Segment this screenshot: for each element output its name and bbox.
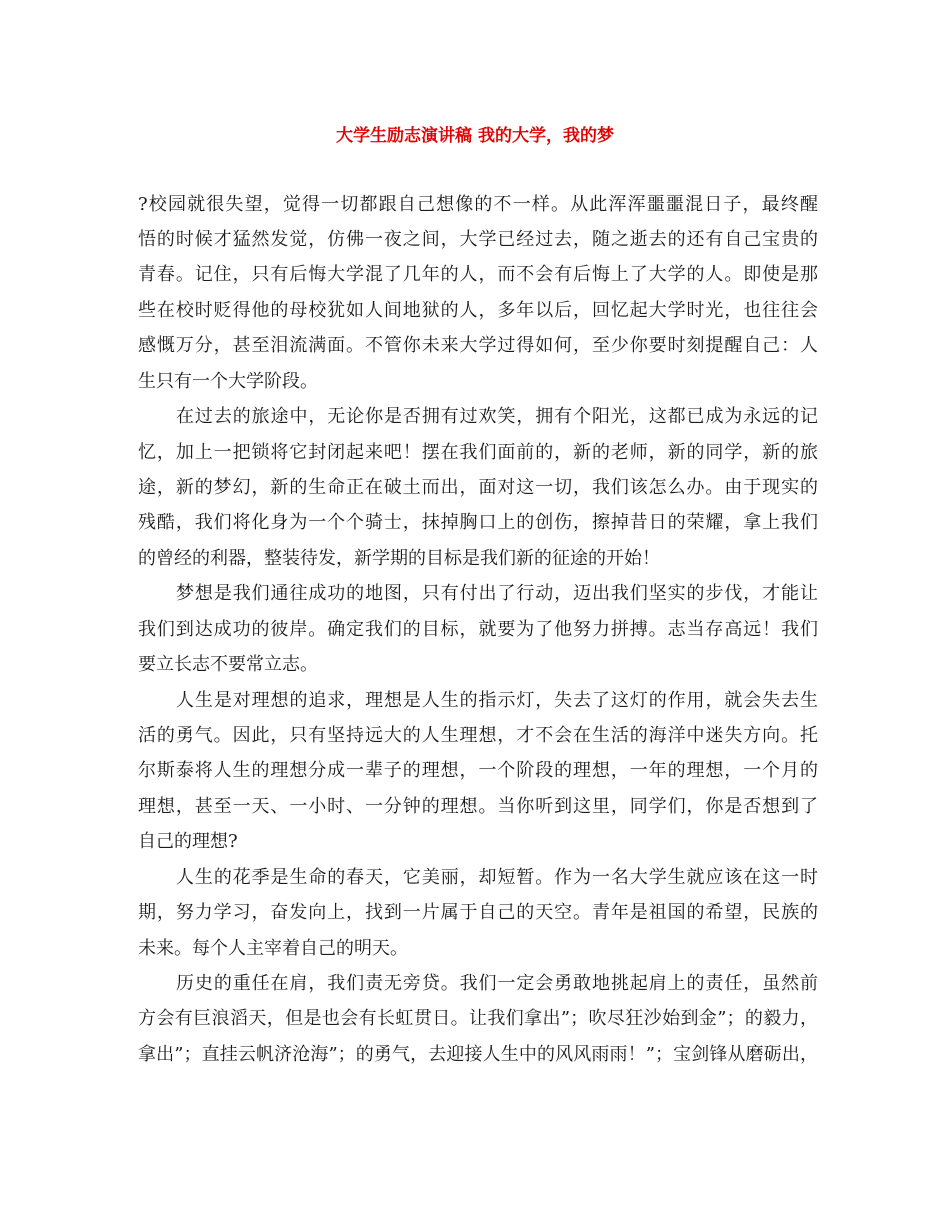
text-line: 的曾经的利器，整装待发，新学期的目标是我们新的征途的开始！ bbox=[138, 548, 660, 569]
text-line: 在过去的旅途中，无论你是否拥有过欢笑，拥有个阳光，这都已成为永远的记 bbox=[176, 406, 818, 427]
text-line: 人生的花季是生命的春天，它美丽，却短暂。作为一名大学生就应该在这一时 bbox=[176, 867, 818, 888]
text-line: 感慨万分，甚至泪流满面。不管你未来大学过得如何，至少你要时刻提醒自己：人 bbox=[138, 335, 818, 356]
text-line: 理想，甚至一天、一小时、一分钟的理想。当你听到这里，同学们，你是否想到了 bbox=[138, 796, 818, 817]
text-line: 我们到达成功的彼岸。确定我们的目标，就要为了他努力拼搏。志当存高远！我们 bbox=[138, 619, 818, 640]
text-line: 些在校时贬得他的母校犹如人间地狱的人，多年以后，回忆起大学时光，也往往会 bbox=[138, 300, 818, 321]
text-line: 历史的重任在肩，我们责无旁贷。我们一定会勇敢地挑起肩上的责任，虽然前 bbox=[176, 973, 818, 994]
text-line: 青春。记住，只有后悔大学混了几年的人，而不会有后悔上了大学的人。即使是那 bbox=[138, 264, 818, 285]
document-title: 大学生励志演讲稿 我的大学，我的梦 bbox=[336, 126, 614, 146]
text-line: 尔斯泰将人生的理想分成一辈子的理想，一个阶段的理想，一年的理想，一个月的 bbox=[138, 760, 818, 781]
text-line: 活的勇气。因此，只有坚持远大的人生理想，才不会在生活的海洋中迷失方向。托 bbox=[138, 725, 818, 746]
text-line: 方会有巨浪滔天，但是也会有长虹贯日。让我们拿出”；吹尽狂沙始到金”；的毅力， bbox=[138, 1008, 818, 1029]
text-line: 自己的理想? bbox=[138, 831, 238, 852]
text-line: ?校园就很失望，觉得一切都跟自己想像的不一样。从此浑浑噩噩混日子，最终醒 bbox=[138, 194, 818, 215]
text-line: 未来。每个人主宰着自己的明天。 bbox=[138, 938, 408, 959]
text-line: 忆，加上一把锁将它封闭起来吧！摆在我们面前的，新的老师，新的同学，新的旅 bbox=[138, 442, 818, 463]
text-line: 人生是对理想的追求，理想是人生的指示灯，失去了这灯的作用，就会失去生 bbox=[176, 690, 818, 711]
text-line: 拿出”；直挂云帆济沧海”；的勇气，去迎接人生中的风风雨雨！”；宝剑锋从磨砺出， bbox=[138, 1044, 818, 1065]
text-line: 期，努力学习，奋发向上，找到一片属于自己的天空。青年是祖国的希望，民族的 bbox=[138, 902, 818, 923]
text-line: 悟的时候才猛然发觉，仿佛一夜之间，大学已经过去，随之逝去的还有自己宝贵的 bbox=[138, 229, 818, 250]
text-line: 残酷，我们将化身为一个个骑士，抹掉胸口上的创伤，擦掉昔日的荣耀，拿上我们 bbox=[138, 512, 818, 533]
text-line: 途，新的梦幻，新的生命正在破土而出，面对这一切，我们该怎么办。由于现实的 bbox=[138, 477, 818, 498]
text-line: 要立长志不要常立志。 bbox=[138, 654, 318, 675]
text-line: 梦想是我们通往成功的地图，只有付出了行动，迈出我们坚实的步伐，才能让 bbox=[176, 583, 818, 604]
text-line: 生只有一个大学阶段。 bbox=[138, 371, 318, 392]
